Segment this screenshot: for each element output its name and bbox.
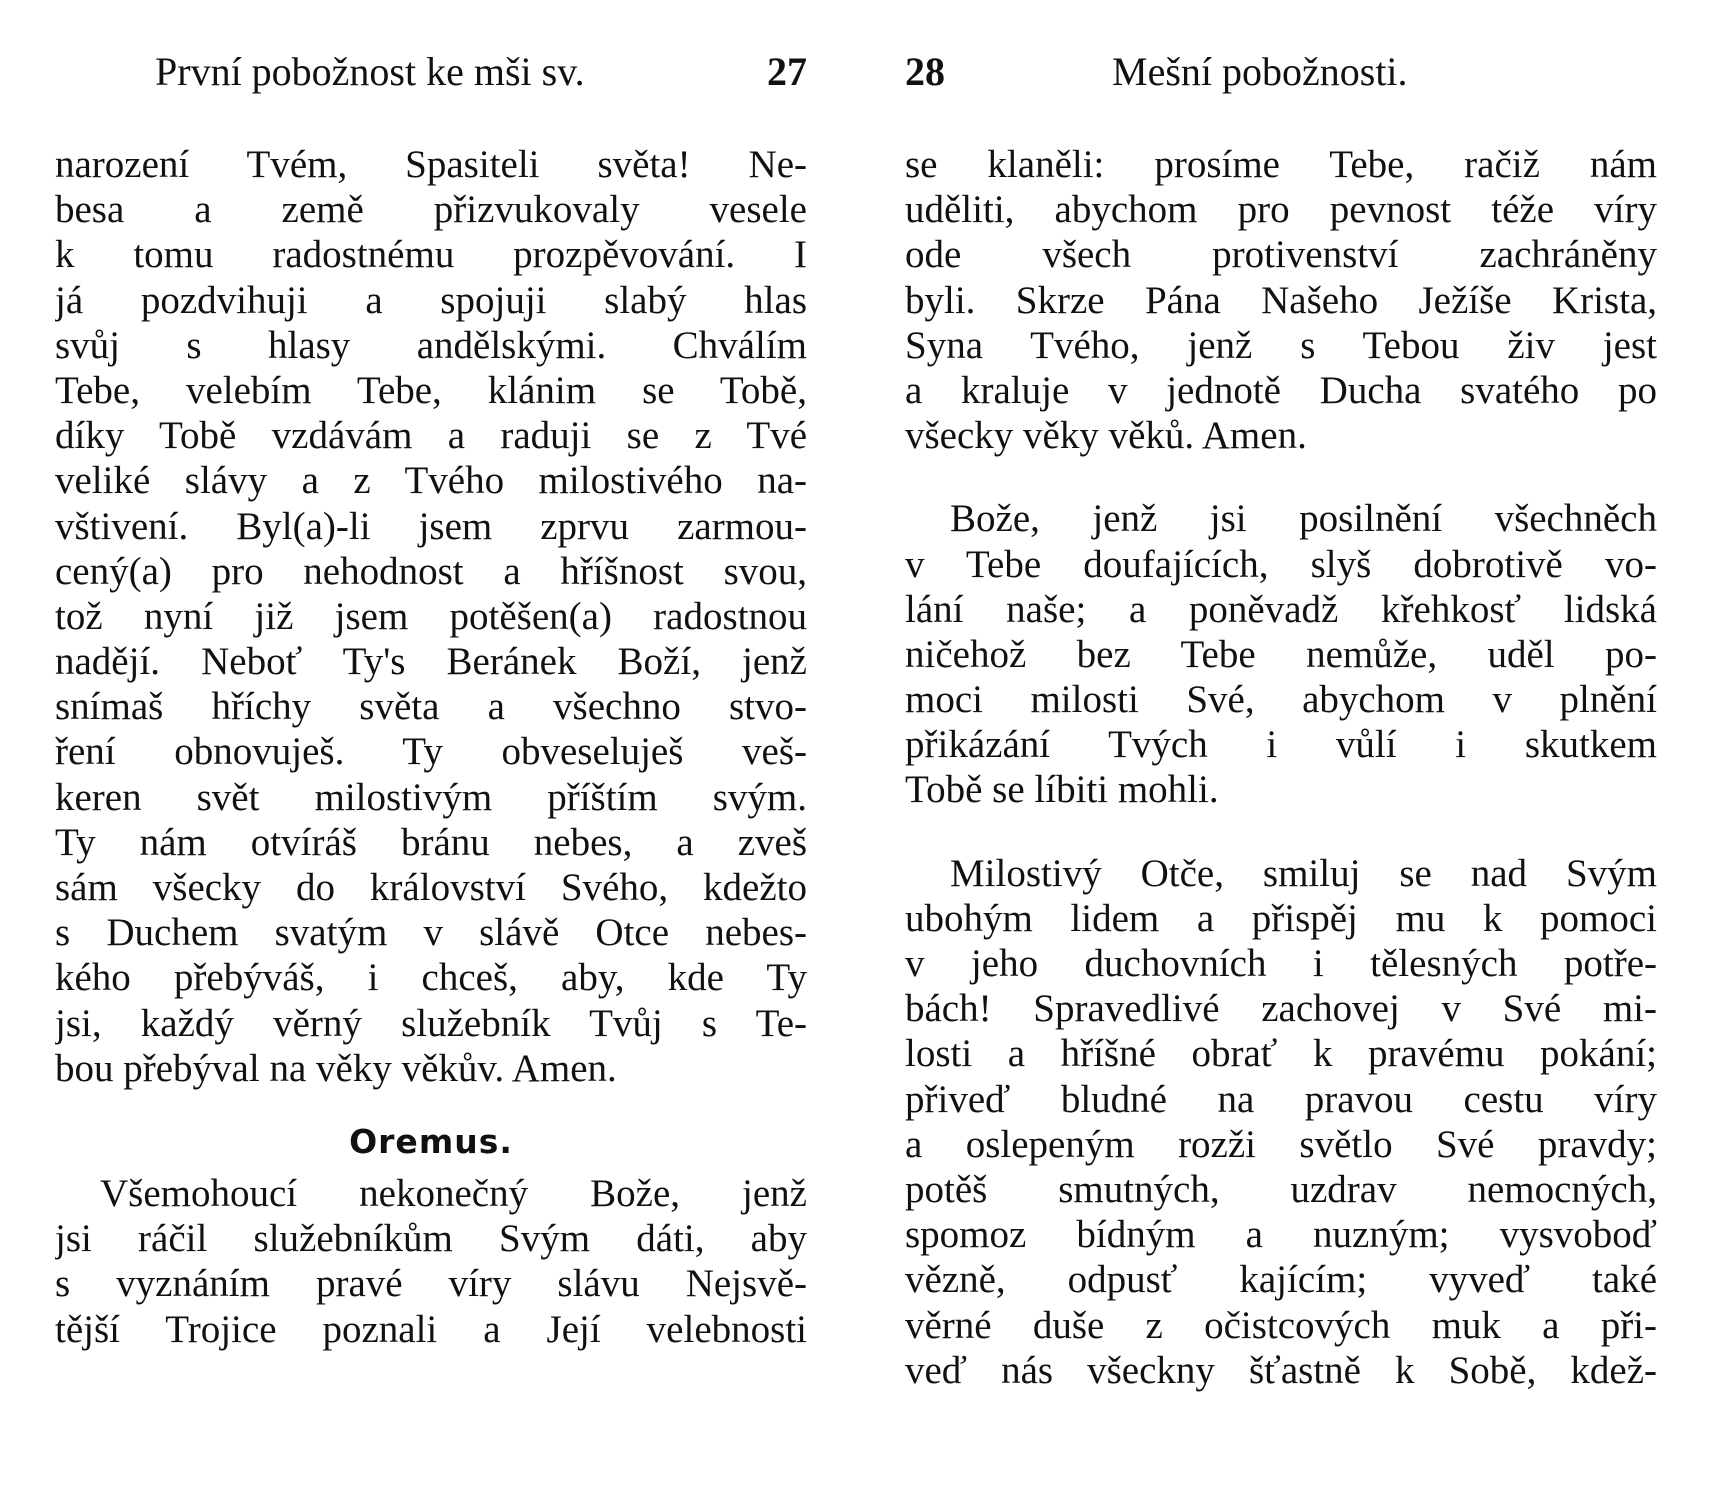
text-line: vštivení. Byl(a)-li jsem zprvu zarmou- (55, 504, 807, 548)
text-line: bách! Spravedlivé zachovej v Své mi- (905, 987, 1657, 1031)
text-line: tější Trojice poznali a Její velebnosti (55, 1307, 807, 1351)
right-paragraph-3 (905, 851, 1657, 1393)
text-line: a kraluje v jednotě Ducha svatého po (905, 368, 1657, 412)
left-page-body (55, 142, 807, 1352)
right-page-number: 28 (905, 49, 945, 94)
text-line: s Duchem svatým v slávě Otce nebes- (55, 911, 807, 955)
text-line: narození Tvém, Spasiteli světa! Ne- (55, 143, 807, 186)
text-line: tož nyní již jsem potěšen(a) radostnou (55, 594, 807, 638)
text-line: Tobě se líbiti mohli. (905, 768, 1219, 812)
right-paragraph-1 (905, 142, 1657, 458)
left-paragraph-2 (55, 1171, 807, 1352)
text-line: všecky věky věků. Amen. (905, 414, 1307, 458)
text-line: veď nás všeckny šťastně k Sobě, kdež- (905, 1348, 1657, 1392)
text-line: Milostivý Otče, smiluj se nad Svým (950, 851, 1657, 895)
text-line: ode všech protivenství zachráněny (905, 233, 1657, 277)
text-line: moci milosti Své, abychom v plnění (905, 678, 1657, 722)
text-line: keren svět milostivým příštím svým. (55, 775, 807, 819)
text-line: snímaš hříchy světa a všechno stvo- (55, 685, 807, 729)
text-line: vězně, odpusť kajícím; vyveď také (905, 1258, 1657, 1302)
text-line: ničehož bez Tebe nemůže, uděl po- (905, 632, 1657, 676)
text-line: věrné duše z očistcových muk a při- (905, 1303, 1657, 1347)
text-line: přikázání Tvých i vůlí i skutkem (905, 723, 1657, 767)
text-line: jsi, každý věrný služebník Tvůj s Te- (55, 1001, 807, 1045)
text-line: cený(a) pro nehodnost a hříšnost svou, (55, 549, 807, 593)
text-line: byli. Skrze Pána Našeho Ježíše Krista, (905, 278, 1657, 322)
text-line: veliké slávy a z Tvého milostivého na- (55, 459, 807, 503)
text-line: přiveď bludné na pravou cestu víry (905, 1077, 1657, 1121)
text-line: jsi ráčil služebníkům Svým dáti, aby (55, 1217, 807, 1261)
right-paragraph-2 (905, 496, 1657, 812)
text-line: ubohým lidem a přispěj mu k pomoci (905, 896, 1657, 940)
text-line: lání naše; a poněvadž křehkosť lidská (905, 587, 1657, 631)
left-page-header (55, 48, 807, 96)
right-page (905, 0, 1657, 1500)
oremus-heading: Oremus. (349, 1121, 513, 1161)
text-line: svůj s hlasy andělskými. Chválím (55, 323, 807, 367)
text-line: losti a hříšné obrať k pravému pokání; (905, 1032, 1657, 1076)
text-line: v Tebe doufajících, slyš dobrotivě vo- (905, 542, 1657, 586)
text-line: potěš smutných, uzdrav nemocných, (905, 1167, 1657, 1211)
text-line: Bože, jenž jsi posilnění všechněch (950, 497, 1657, 541)
text-line: se klaněli: prosíme Tebe, račiž nám (905, 143, 1657, 186)
right-page-header (905, 48, 1657, 96)
text-line: nadějí. Neboť Ty's Beránek Boží, jenž (55, 640, 807, 684)
text-line: Všemohoucí nekonečný Bože, jenž (100, 1171, 807, 1215)
text-line: besa a země přizvukovaly vesele (55, 188, 807, 232)
left-running-title: První pobožnost ke mši sv. (155, 49, 585, 94)
left-paragraph-1 (55, 142, 807, 1091)
text-line: Tebe, velebím Tebe, klánim se Tobě, (55, 368, 807, 412)
text-line: ření obnovuješ. Ty obveseluješ veš- (55, 730, 807, 774)
right-page-body (905, 142, 1657, 1393)
text-line: já pozdvihuji a spojuji slabý hlas (55, 278, 807, 322)
text-line: Ty nám otvíráš bránu nebes, a zveš (55, 820, 807, 864)
text-line: díky Tobě vzdávám a raduji se z Tvé (55, 414, 807, 458)
text-line: v jeho duchovních i tělesných potře- (905, 942, 1657, 985)
left-page (55, 0, 807, 1500)
text-line: kého přebýváš, i chceš, aby, kde Ty (55, 956, 807, 1000)
text-line: sám všecky do království Svého, kdežto (55, 866, 807, 909)
text-line: a oslepeným rozži světlo Své pravdy; (905, 1122, 1657, 1166)
text-line: bou přebýval na věky věkův. Amen. (55, 1046, 617, 1090)
text-line: uděliti, abychom pro pevnost téže víry (905, 188, 1657, 232)
text-line: k tomu radostnému prozpěvování. I (55, 233, 807, 277)
text-line: Syna Tvého, jenž s Tebou živ jest (905, 323, 1657, 367)
text-line: spomoz bídným a nuzným; vysvoboď (905, 1213, 1657, 1257)
right-running-title: Mešní pobožnosti. (1112, 49, 1408, 94)
text-line: s vyznáním pravé víry slávu Nejsvě- (55, 1262, 807, 1306)
left-page-number: 27 (767, 49, 807, 94)
